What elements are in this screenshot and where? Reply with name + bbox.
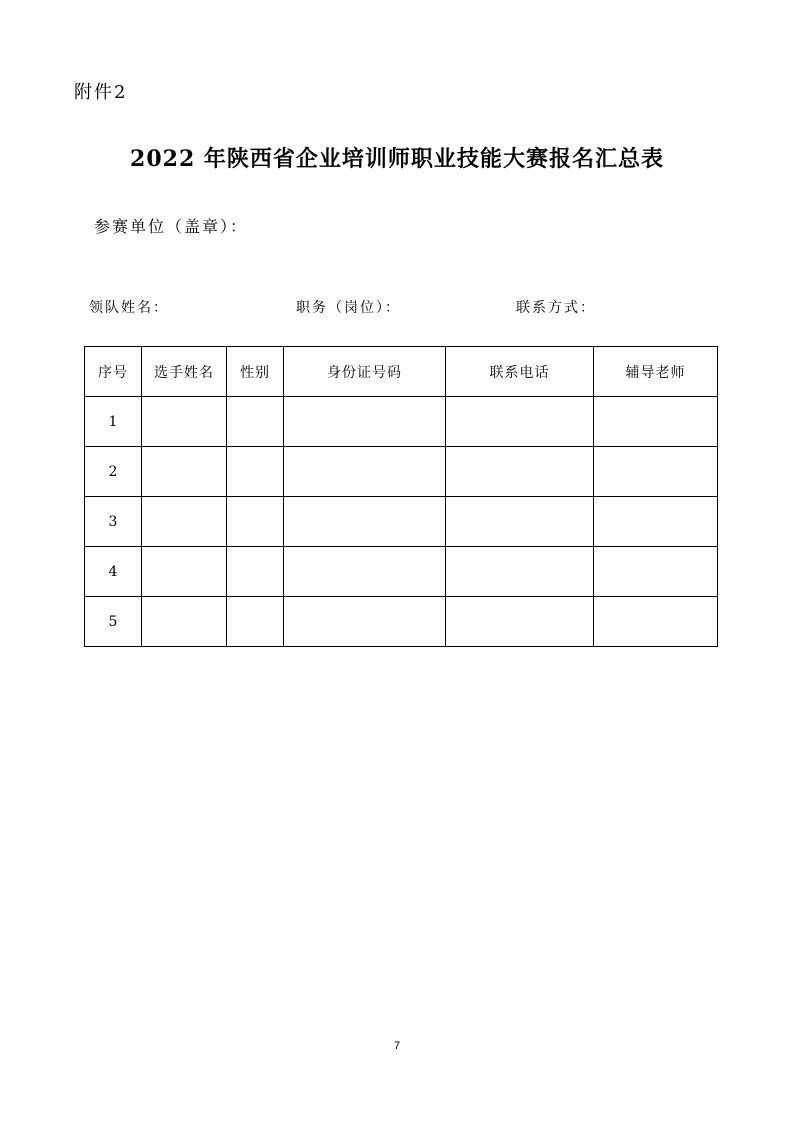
phone-cell[interactable] [446,497,594,547]
serial-number-cell: 3 [85,497,142,547]
id-number-cell[interactable] [284,497,446,547]
id-number-cell[interactable] [284,597,446,647]
tutor-cell[interactable] [594,597,718,647]
gender-cell[interactable] [227,397,284,447]
tutor-cell[interactable] [594,397,718,447]
id-number-cell[interactable] [284,547,446,597]
gender-cell[interactable] [227,597,284,647]
contestant-name-cell[interactable] [142,497,227,547]
contestant-name-cell[interactable] [142,547,227,597]
contact-label: 联系方式： [516,300,596,316]
table-row [85,447,718,497]
id-number-cell[interactable] [284,397,446,447]
phone-cell[interactable] [446,397,594,447]
position-label: 职务（岗位）： [296,300,401,316]
phone-cell[interactable] [446,597,594,647]
tutor-cell[interactable] [594,497,718,547]
form-title: 2022 年陕西省企业培训师职业技能大赛报名汇总表 [130,146,664,172]
table-header-row [85,347,718,397]
header-contestant-name: 选手姓名 [142,347,227,397]
id-number-cell[interactable] [284,447,446,497]
gender-cell[interactable] [227,497,284,547]
contestant-name-cell[interactable] [142,447,227,497]
header-serial-number: 序号 [85,347,142,397]
attachment-label: 附件2 [74,82,128,103]
team-leader-label: 领队姓名： [89,300,169,316]
registration-table [84,346,718,647]
contestant-name-cell[interactable] [142,397,227,447]
table-row [85,547,718,597]
serial-number-cell: 4 [85,547,142,597]
tutor-cell[interactable] [594,547,718,597]
header-phone: 联系电话 [446,347,594,397]
header-tutor: 辅导老师 [594,347,718,397]
gender-cell[interactable] [227,447,284,497]
phone-cell[interactable] [446,447,594,497]
table-row [85,497,718,547]
table-row [85,597,718,647]
table-row [85,397,718,447]
serial-number-cell: 1 [85,397,142,447]
tutor-cell[interactable] [594,447,718,497]
phone-cell[interactable] [446,547,594,597]
header-id-number: 身份证号码 [284,347,446,397]
participating-unit-label: 参赛单位（盖章）： [94,217,249,236]
serial-number-cell: 2 [85,447,142,497]
page-number: 7 [393,1040,401,1052]
header-gender: 性别 [227,347,284,397]
gender-cell[interactable] [227,547,284,597]
contestant-name-cell[interactable] [142,597,227,647]
serial-number-cell: 5 [85,597,142,647]
